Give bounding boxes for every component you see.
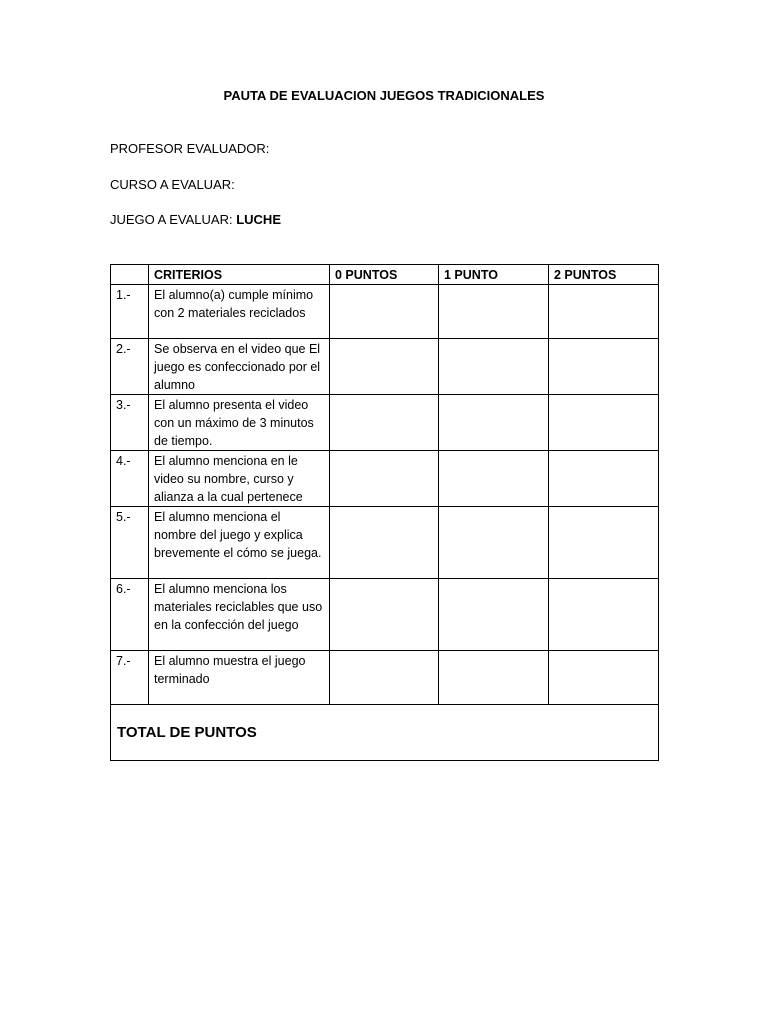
- row-number: 2.-: [111, 339, 149, 395]
- score-cell-1[interactable]: [439, 507, 549, 579]
- score-cell-2[interactable]: [549, 395, 659, 451]
- juego-field: [110, 212, 281, 227]
- row-number: 7.-: [111, 651, 149, 705]
- profesor-field: [110, 141, 269, 156]
- table-row: [111, 451, 659, 507]
- table-row: [111, 395, 659, 451]
- score-cell-0[interactable]: [330, 395, 439, 451]
- score-cell-0[interactable]: [330, 651, 439, 705]
- score-cell-0[interactable]: [330, 507, 439, 579]
- curso-field: [110, 177, 235, 192]
- score-cell-2[interactable]: [549, 651, 659, 705]
- score-cell-1[interactable]: [439, 579, 549, 651]
- header-1-punto: 1 PUNTO: [439, 265, 549, 285]
- row-criterio: El alumno muestra el juego terminado: [149, 651, 330, 705]
- curso-label: CURSO A EVALUAR:: [110, 177, 235, 192]
- score-cell-2[interactable]: [549, 285, 659, 339]
- total-row: [111, 705, 659, 761]
- row-number: 3.-: [111, 395, 149, 451]
- score-cell-2[interactable]: [549, 339, 659, 395]
- header-num: [111, 265, 149, 285]
- table-row: [111, 651, 659, 705]
- row-number: 4.-: [111, 451, 149, 507]
- score-cell-2[interactable]: [549, 579, 659, 651]
- score-cell-2[interactable]: [549, 451, 659, 507]
- score-cell-1[interactable]: [439, 395, 549, 451]
- juego-label: JUEGO A EVALUAR:: [110, 212, 233, 227]
- document-title: PAUTA DE EVALUACION JUEGOS TRADICIONALES: [223, 88, 545, 103]
- score-cell-1[interactable]: [439, 285, 549, 339]
- row-number: 1.-: [111, 285, 149, 339]
- profesor-label: PROFESOR EVALUADOR:: [110, 141, 270, 156]
- score-cell-1[interactable]: [439, 339, 549, 395]
- rubric-table: [110, 264, 659, 761]
- table-row: [111, 339, 659, 395]
- table-header-row: [111, 265, 659, 285]
- row-criterio: El alumno(a) cumple mínimo con 2 materiales reciclados: [149, 285, 330, 339]
- score-cell-1[interactable]: [439, 451, 549, 507]
- score-cell-1[interactable]: [439, 651, 549, 705]
- row-criterio: El alumno menciona en le video su nombre, curso y alianza a la cual pertenece: [149, 451, 330, 507]
- row-criterio: Se observa en el video que El juego es confeccionado por el alumno: [149, 339, 330, 395]
- table-row: [111, 285, 659, 339]
- score-cell-0[interactable]: [330, 579, 439, 651]
- score-cell-0[interactable]: [330, 451, 439, 507]
- score-cell-0[interactable]: [330, 285, 439, 339]
- table-row: [111, 579, 659, 651]
- row-criterio: El alumno menciona el nombre del juego y explica brevemente el cómo se juega.: [149, 507, 330, 579]
- juego-value: LUCHE: [236, 212, 281, 227]
- row-criterio: El alumno presenta el video con un máximo de 3 minutos de tiempo.: [149, 395, 330, 451]
- score-cell-2[interactable]: [549, 507, 659, 579]
- header-2-puntos: 2 PUNTOS: [549, 265, 659, 285]
- row-number: 5.-: [111, 507, 149, 579]
- row-criterio: El alumno menciona los materiales reciclables que uso en la confección del juego: [149, 579, 330, 651]
- header-0-puntos: 0 PUNTOS: [330, 265, 439, 285]
- total-label: TOTAL DE PUNTOS: [111, 705, 659, 761]
- header-criterios: CRITERIOS: [149, 265, 330, 285]
- row-number: 6.-: [111, 579, 149, 651]
- score-cell-0[interactable]: [330, 339, 439, 395]
- table-row: [111, 507, 659, 579]
